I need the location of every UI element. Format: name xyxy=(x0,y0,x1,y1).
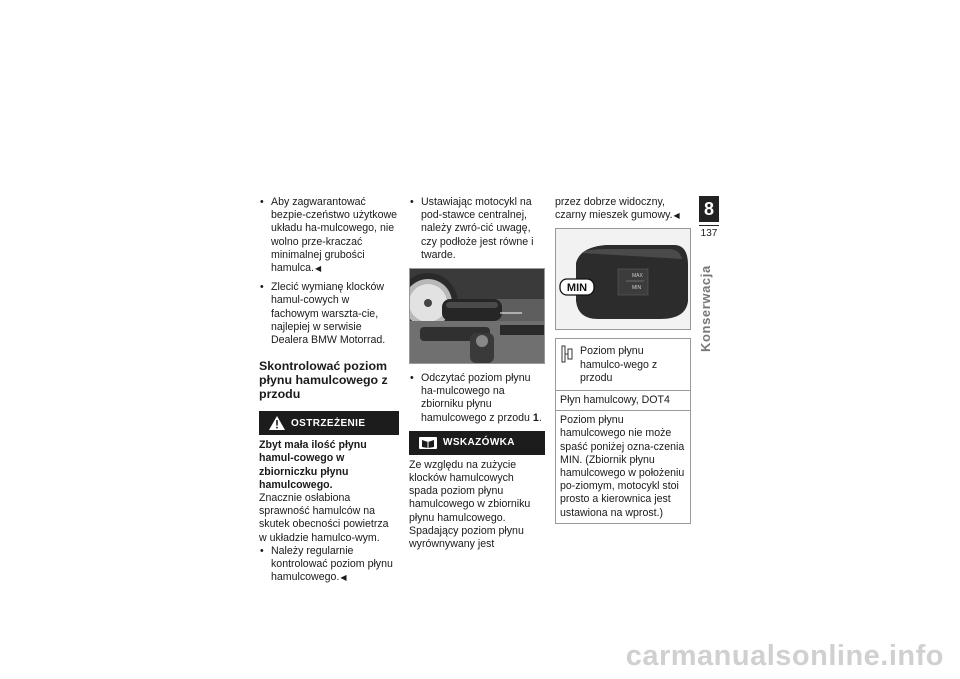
column-2 xyxy=(409,196,545,551)
list-item: • Aby zagwarantować bezpie-czeństwo użytkowe układu ha-mulcowego, nie wolno prze-kraczać minimalnej grubości hamulca.◀ xyxy=(259,196,399,275)
list-item: • Odczytać poziom płynu ha-mulcowego na zbiorniku płynu hamulcowego z przodu 1. xyxy=(409,372,545,425)
bullet-list-4 xyxy=(409,372,545,425)
column-1 xyxy=(259,196,399,590)
spec-head-row xyxy=(556,339,690,390)
note-banner xyxy=(409,431,545,455)
min-callout: MIN xyxy=(566,282,588,295)
watermark: carmanualsonline.info xyxy=(625,640,944,672)
bullet-list-1 xyxy=(259,196,399,347)
book-hand-icon xyxy=(419,436,437,450)
section-heading: Skontrolować poziom płynu hamulcowego z przodu xyxy=(259,359,388,402)
warning-bold-text: Zbyt mała ilość płynu hamul-cowego w zbiorniczku płynu hamulcowego. xyxy=(259,439,367,491)
end-mark-icon: ◀ xyxy=(340,573,347,583)
callout-ref: 1 xyxy=(532,411,539,424)
chapter-tab xyxy=(699,196,719,239)
note-label: WSKAZÓWKA xyxy=(443,437,515,449)
spec-box xyxy=(555,338,691,523)
spec-row-level: Poziom płynu hamulcowego nie może spaść poniżej ozna-czenia MIN. (Zbiornik płynu hamulcowego w położeniu po-ziomym, motocykl stoi prosto a kierownica jest ustawiona na wprost.) xyxy=(556,410,690,523)
bullet-list-3 xyxy=(409,196,545,262)
note-text: Ze względu na zużycie klocków hamulcowych spada poziom płynu hamulcowego w zbiorniku płynu hamulcowego. Spadający poziom płynu wyrównywany jest xyxy=(409,458,531,551)
warning-label: OSTRZEŻENIE xyxy=(291,417,366,429)
warning-banner xyxy=(259,411,399,435)
spec-head-text: Poziom płynu hamulco-wego z przodu xyxy=(580,345,658,384)
list-item: • Ustawiając motocykl na pod-stawce centralnej, należy zwró-cić uwagę, czy podłoże jest równe i twarde. xyxy=(409,196,545,262)
column-3 xyxy=(555,196,691,524)
max-label: MAX xyxy=(632,273,643,280)
min-small-label: MIN xyxy=(632,285,642,292)
end-mark-icon: ◀ xyxy=(673,211,680,221)
reservoir-min-photo xyxy=(555,228,691,330)
end-mark-icon: ◀ xyxy=(315,264,322,274)
list-item: • Należy regularnie kontrolować poziom płynu hamulcowego.◀ xyxy=(259,545,399,585)
page-number: 137 xyxy=(699,225,719,239)
chapter-number: 8 xyxy=(699,196,719,222)
reservoir-photo xyxy=(409,268,545,364)
warning-triangle-icon xyxy=(269,416,285,430)
bullet-list-2 xyxy=(259,545,399,585)
wrench-icon xyxy=(560,345,580,385)
continued-text: przez dobrze widoczny, czarny mieszek gumowy.◀ xyxy=(555,196,680,222)
chapter-title: Konserwacja xyxy=(698,265,713,352)
list-item: • Zlecić wymianę klocków hamul-cowych w fachowym warszta-cie, najlepiej w serwisie Dealera BMW Motorrad. xyxy=(259,281,399,347)
warning-text: Znacznie osłabiona sprawność hamulców na skutek obecności powietrza w układzie hamulco-wym. xyxy=(259,492,389,544)
spec-row-fluid: Płyn hamulcowy, DOT4 xyxy=(556,390,690,410)
